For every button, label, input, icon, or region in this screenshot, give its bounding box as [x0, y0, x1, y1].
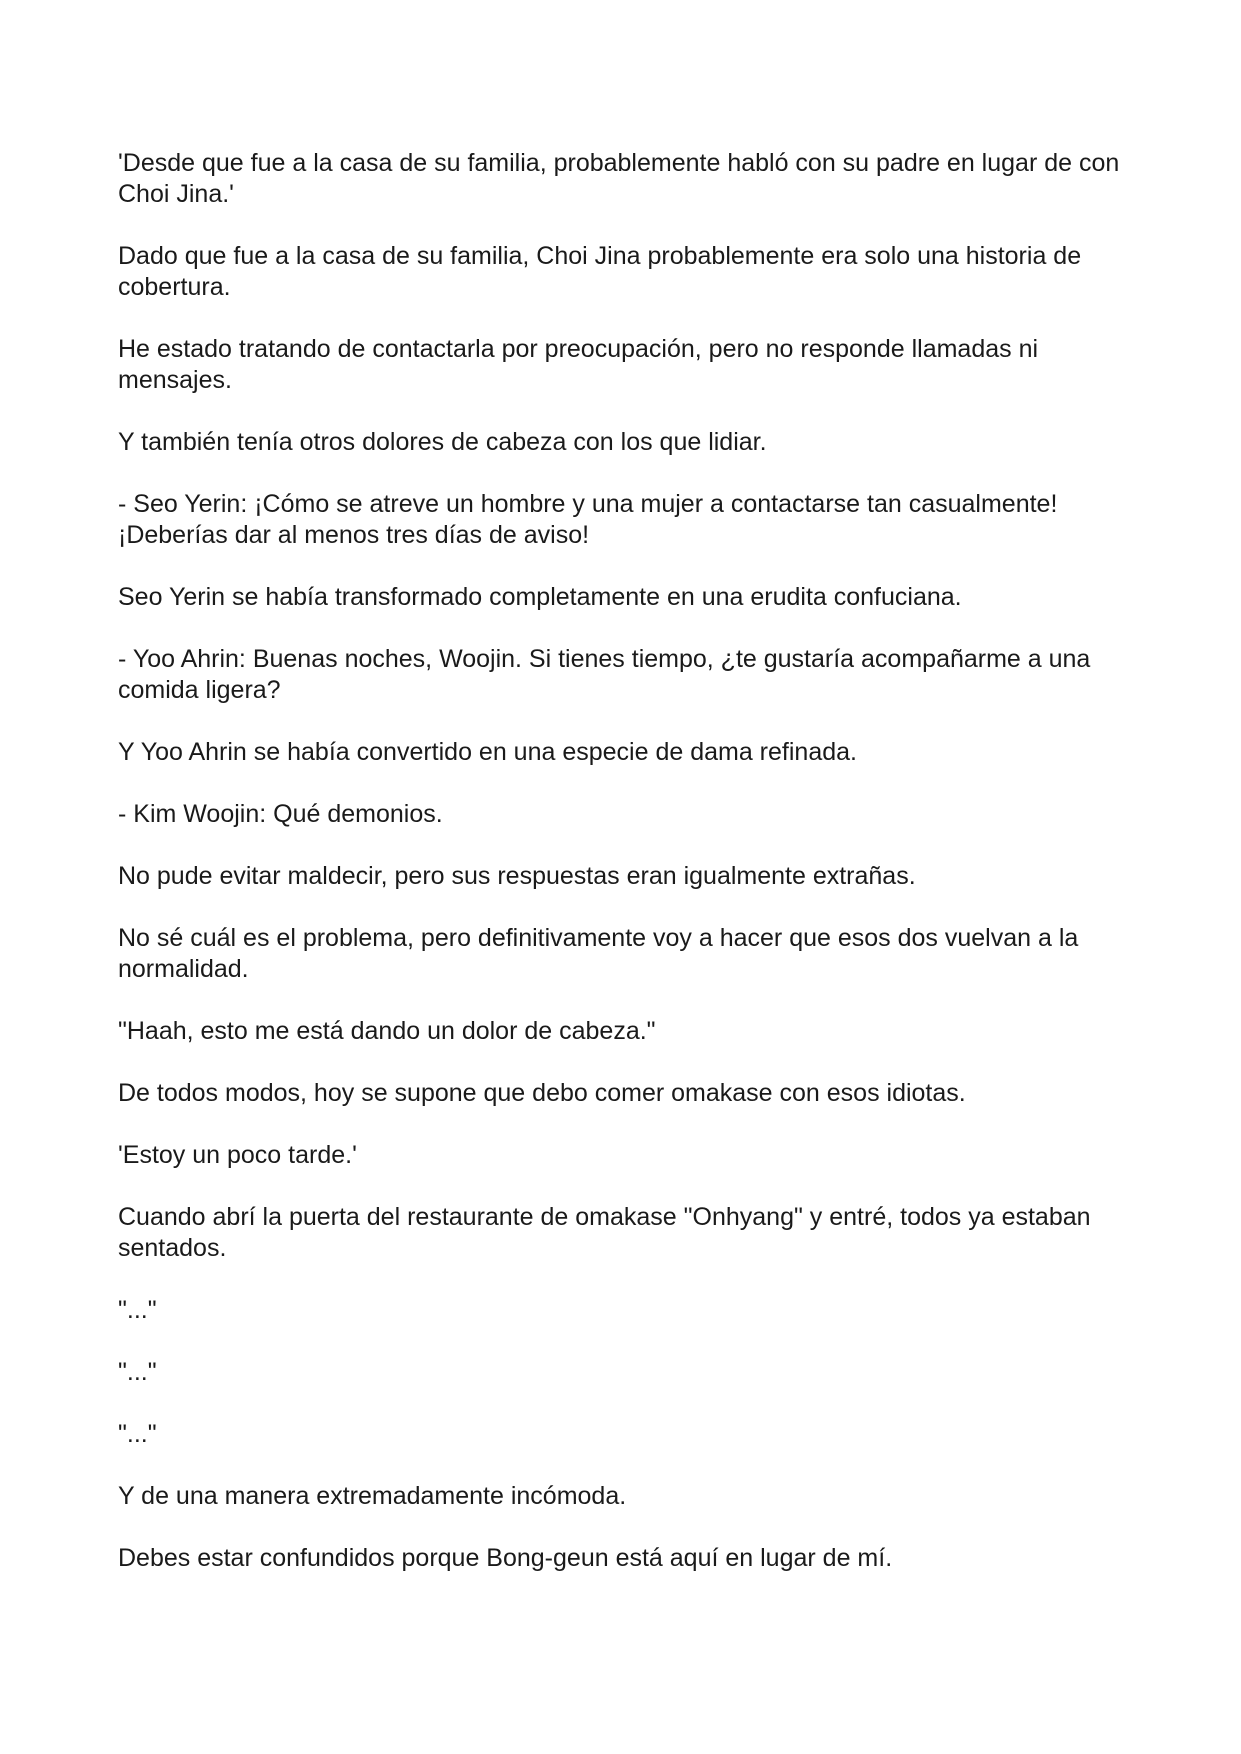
paragraph: - Seo Yerin: ¡Cómo se atreve un hombre y una mujer a contactarse tan casualmente! ¡Deberías dar al menos tres días de aviso! [118, 490, 1058, 549]
paragraph: Seo Yerin se había transformado completamente en una erudita confuciana. [118, 583, 962, 611]
body-text [118, 148, 1128, 1605]
paragraph: Cuando abrí la puerta del restaurante de omakase "Onhyang" y entré, todos ya estaban sentados. [118, 1203, 1091, 1262]
paragraph: No sé cuál es el problema, pero definitivamente voy a hacer que esos dos vuelvan a la normalidad. [118, 924, 1079, 983]
paragraph: Y Yoo Ahrin se había convertido en una especie de dama refinada. [118, 738, 857, 766]
paragraph: Debes estar confundidos porque Bong-geun está aquí en lugar de mí. [118, 1544, 893, 1572]
paragraph: Y también tenía otros dolores de cabeza con los que lidiar. [118, 428, 767, 456]
paragraph: - Kim Woojin: Qué demonios. [118, 800, 443, 828]
paragraph: "..." [118, 1296, 157, 1324]
paragraph: "Haah, esto me está dando un dolor de cabeza." [118, 1017, 656, 1045]
paragraph: "..." [118, 1358, 157, 1386]
paragraph: - Yoo Ahrin: Buenas noches, Woojin. Si tienes tiempo, ¿te gustaría acompañarme a una comida ligera? [118, 645, 1091, 704]
paragraph: Dado que fue a la casa de su familia, Choi Jina probablemente era solo una historia de cobertura. [118, 242, 1082, 301]
paragraph: Y de una manera extremadamente incómoda. [118, 1482, 627, 1510]
paragraph: 'Estoy un poco tarde.' [118, 1141, 357, 1169]
paragraph: De todos modos, hoy se supone que debo comer omakase con esos idiotas. [118, 1079, 966, 1107]
paragraph: 'Desde que fue a la casa de su familia, probablemente habló con su padre en lugar de con Choi Jina.' [118, 149, 1120, 208]
paragraph: He estado tratando de contactarla por preocupación, pero no responde llamadas ni mensajes. [118, 335, 1039, 394]
paragraph: "..." [118, 1420, 157, 1448]
paragraph: No pude evitar maldecir, pero sus respuestas eran igualmente extrañas. [118, 862, 916, 890]
